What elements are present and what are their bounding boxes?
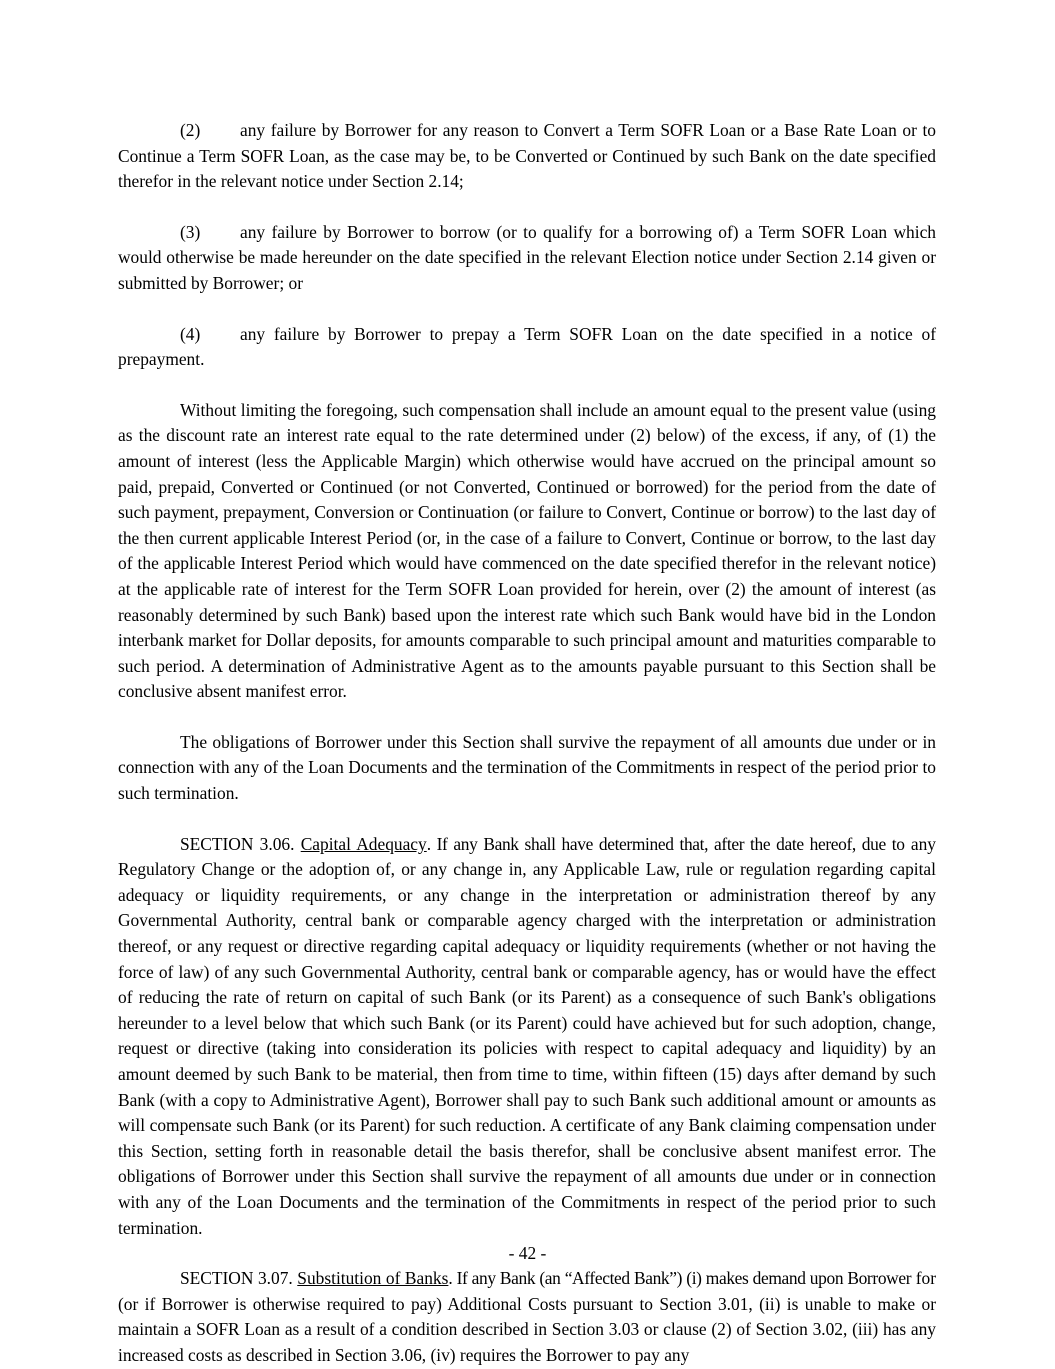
clause-marker: (3) xyxy=(180,221,201,242)
section-heading: Capital Adequacy xyxy=(300,833,427,854)
section-number: SECTION 3.06. xyxy=(180,833,295,854)
paragraph-survival: The obligations of Borrower under this Section shall survive the repayment of all amounts due under or in connection with any of the Loan Documents and the termination of the Commitments in respect of the period prior to such termination. xyxy=(118,731,936,804)
page-content xyxy=(118,118,936,1369)
section-body: for (or if Borrower is otherwise required to pay) Additional Costs pursuant to Section 3.01, (ii) is unable to make or maintain a SOFR Loan as a result of a condition described in Section 3.03 or clause (2) of Section 3.02, (iii) has any increased costs as described in Section 3.06, (iv) requires the Borrower to pay any xyxy=(118,1268,936,1365)
paragraph-clause-3 xyxy=(118,220,936,297)
clause-text: any failure by Borrower to borrow (or to qualify for a borrowing of) a Term SOFR Loan which would otherwise be made hereunder on the date specified in the relevant Election notice under Section 2.14 given or submitted by Borrower; or xyxy=(118,221,936,293)
section-3-06 xyxy=(118,832,936,1242)
paragraph-clause-2 xyxy=(118,118,936,195)
section-lead: . If any Bank shall have determined that, after the date hereof, due to xyxy=(426,833,905,854)
section-lead: . If any Bank (an “Affected Bank”) (i) makes demand upon Borrower xyxy=(448,1268,912,1289)
clause-marker: (2) xyxy=(180,120,201,140)
paragraph-clause-4 xyxy=(118,322,936,373)
section-3-07 xyxy=(118,1266,936,1368)
section-heading: Substitution of Banks xyxy=(297,1268,449,1289)
clause-text: any failure by Borrower for any reason to Convert a Term SOFR Loan or a Base Rate Loan or to Continue a Term SOFR Loan, as the case may be, to be Converted or Continued by such Bank on the date specified therefor in the relevant notice under Section 2.14; xyxy=(118,120,936,192)
page-number: - 42 - xyxy=(508,1243,547,1263)
section-body: any Regulatory Change or the adoption of, or any change in, any Applicable Law, rule or regulation regarding capital adequacy or liquidity requirements, or any change in the interpretation or administration thereof by any Governmental Authority, central bank or comparable agency charged with the interpretation or administration thereof, or any request or directive regarding capital adequacy or liquidity requirements (whether or not having the force of law) of any such Governmental Authority, central bank or comparable agency, has or would have the effect of reducing the rate of return on capital of such Bank (or its Parent) as a consequence of such Bank's obligations hereunder to a level below that which such Bank (or its Parent) could have achieved but for such adoption, change, request or directive (taking into consideration its policies with respect to capital adequacy and liquidity) by an amount deemed by such Bank to be material, then from time to time, within fifteen (15) days after demand by such Bank (with a copy to Administrative Agent), Borrower shall pay to such Bank such additional amount or amounts as will compensate such Bank (or its Parent) for such reduction. A certificate of any Bank claiming compensation under this Section, setting forth in reasonable detail the basis therefor, shall be conclusive absent manifest error. The obligations of Borrower under this Section shall survive the repayment of all amounts due under or in connection with any of the Loan Documents and the termination of the Commitments in respect of the period prior to such termination. xyxy=(118,833,936,1238)
clause-marker: (4) xyxy=(180,323,201,344)
section-number: SECTION 3.07. xyxy=(180,1268,293,1289)
paragraph-compensation: Without limiting the foregoing, such compensation shall include an amount equal to the present value (using as the discount rate an interest rate equal to the rate determined under (2) below) of the excess, if any, of (1) the amount of interest (less the Applicable Margin) which otherwise would have accrued on the principal amount so paid, prepaid, Converted or Continued (or not Converted, Continued or borrowed) for the period from the date of such payment, prepayment, Conversion or Continuation (or failure to Convert, Continue or borrow) to the last day of the then current applicable Interest Period (or, in the case of a failure to Convert, Continue or borrow, to the last day of the applicable Interest Period which would have commenced on the date specified therefor in the relevant notice) at the applicable rate of interest for the Term SOFR Loan provided for herein, over (2) the amount of interest (as reasonably determined by such Bank) based upon the interest rate which such Bank would have bid in the London interbank market for Dollar deposits, for amounts comparable to such principal amount and maturities comparable to such period. A determination of Administrative Agent as to the amounts payable pursuant to this Section shall be conclusive absent manifest error. xyxy=(118,399,936,702)
clause-text: any failure by Borrower to prepay a Term SOFR Loan on the date specified in a notice of prepayment. xyxy=(118,323,936,370)
